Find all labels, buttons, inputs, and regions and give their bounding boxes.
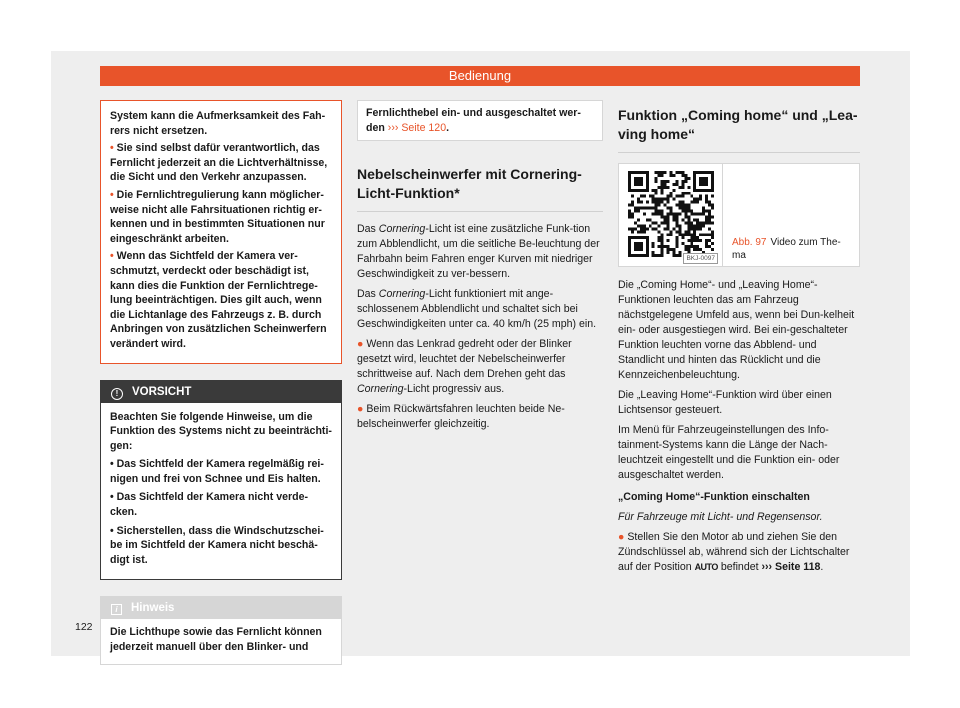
figure-caption: Abb. 97 Video zum The-ma bbox=[732, 237, 841, 261]
page-link[interactable]: ››› Seite 118 bbox=[761, 561, 821, 573]
bullet-item: ● Wenn das Lenkrad gedreht oder der Blinker gesetzt wird, leuchtet der Nebelscheinwerfer schrittweise auf. Nach dem Drehen geht das Cornering-Licht progressiv aus. bbox=[357, 338, 572, 396]
bullet-icon: ● bbox=[357, 338, 364, 351]
figure-box bbox=[618, 163, 860, 267]
caution-box bbox=[100, 380, 342, 581]
paragraph: Die „Coming Home“- und „Leaving Home“-Funktionen leuchten das am Fahrzeug nächstgelegene Umfeld aus, wenn bei Dun-kelheit ein- oder ausgestiegen wird. Bei ein-geschalteter Funktion leuchten vorne das Abblend- und Standlicht und hinten das Rücklicht und die Kennzeichenbeleuchtung. bbox=[618, 279, 855, 381]
bullet-icon: ● bbox=[618, 531, 625, 543]
qr-code-icon[interactable] bbox=[628, 171, 714, 257]
page-header: Bedienung bbox=[100, 66, 860, 86]
column-right bbox=[618, 100, 860, 580]
column-middle bbox=[357, 100, 603, 437]
note-text: Die Lichthupe sowie das Fernlicht können jederzeit manuell über den Blinker- und bbox=[110, 626, 322, 654]
qr-code-frame[interactable] bbox=[619, 164, 723, 266]
continued-note-box bbox=[357, 100, 603, 141]
bullet-item: ● Stellen Sie den Motor ab und ziehen Sie den Zündschlüssel ab, während sich der Lichtschalter auf der Position AUTO befindet ››› Seite 118. bbox=[618, 531, 850, 573]
paragraph: Im Menü für Fahrzeugeinstellungen des Info-tainment-Systems kann die Länge der Nach-leuchtzeit eingestellt und die Funktion ein- oder ausgeschaltet werden. bbox=[618, 424, 840, 481]
note-header bbox=[101, 597, 341, 619]
figure-id-label: BKJ-0097 bbox=[683, 253, 718, 264]
note-body bbox=[101, 619, 341, 663]
column-left bbox=[100, 100, 342, 665]
caution-body bbox=[101, 403, 341, 580]
warning-bullet: • Die Fernlichtregulierung kann möglicher-weise nicht alle Fahrsituationen richtig er-kennen und in bestimmten Situationen nur eingeschränkt arbeiten. bbox=[110, 188, 325, 245]
caution-bullet: • Sicherstellen, dass die Windschutzschei-be im Sichtfeld der Kamera nicht beschä-digt ist. bbox=[110, 524, 324, 566]
continued-note-text: Fernlichthebel ein- und ausgeschaltet wer-den ››› Seite 120. bbox=[366, 107, 581, 134]
warning-bullet: • Wenn das Sichtfeld der Kamera ver-schmutzt, verdeckt oder beschädigt ist, kann dies die Funktion der Fernlichtrege-lung beeinträchtigen. Dies gilt auch, wenn die Lichtanlage des Fahrzeugs z. B. durch Anbringen von zusätzlichen Scheinwerfern verändert wird. bbox=[110, 250, 327, 350]
sub-heading: „Coming Home“-Funktion einschalten bbox=[618, 491, 810, 503]
caution-bullet: • Das Sichtfeld der Kamera nicht verde-cken. bbox=[110, 491, 308, 519]
section-title-fog-lights: Nebelscheinwerfer mit Cornering-Licht-Funktion* bbox=[357, 159, 603, 212]
caution-bullet: • Das Sichtfeld der Kamera regelmäßig rei-nigen und frei von Schnee und Eis halten. bbox=[110, 458, 324, 485]
warning-intro: System kann die Aufmerksamkeit des Fah-rers nicht ersetzen. bbox=[110, 110, 326, 137]
info-square-icon: i bbox=[111, 604, 122, 615]
bullet-icon: • bbox=[110, 188, 114, 201]
auto-switch-symbol: AUTO bbox=[694, 562, 718, 572]
bullet-icon: ● bbox=[357, 403, 364, 416]
bullet-item: ● Beim Rückwärtsfahren leuchten beide Ne-belscheinwerfer gleichzeitig. bbox=[357, 403, 565, 431]
bullet-icon: • bbox=[110, 250, 114, 263]
page-link[interactable]: ››› Seite 120 bbox=[387, 121, 447, 134]
bullet-icon: • bbox=[110, 142, 114, 155]
note-box bbox=[100, 596, 342, 664]
paragraph: Die „Leaving Home“-Funktion wird über einen Lichtsensor gesteuert. bbox=[618, 389, 832, 416]
warning-box bbox=[100, 100, 342, 364]
paragraph: Das Cornering-Licht ist eine zusätzliche Funk-tion zum Abblendlicht, um die seitliche Be-leuchtung der Fahrbahn beim Fahren enger Kurven mit niedriger Geschwindigkeit zu ver-bessern. bbox=[357, 223, 600, 281]
warning-bullet: • Sie sind selbst dafür verantwortlich, das Fernlicht jederzeit an die Lichtverhältnisse, die Sicht und den Verkehr anzupassen. bbox=[110, 142, 328, 184]
caution-header bbox=[101, 381, 341, 403]
note-title: Hinweis bbox=[131, 602, 175, 615]
caution-intro: Beachten Sie folgende Hinweise, um die Funktion des Systems nicht zu beeinträchti-gen: bbox=[110, 410, 332, 452]
figure-number: Abb. 97 bbox=[732, 237, 767, 248]
info-circle-icon: ! bbox=[111, 388, 123, 400]
section-title-coming-home: Funktion „Coming home“ und „Lea-ving home“ bbox=[618, 100, 860, 153]
paragraph: Das Cornering-Licht funktioniert mit ange-schlossenem Abblendlicht und schaltet sich bei Geschwindigkeiten unter ca. 40 km/h (25 mph) ein. bbox=[357, 288, 597, 331]
caution-title: VORSICHT bbox=[132, 385, 192, 398]
page-number: 122 bbox=[75, 621, 93, 633]
italic-note: Für Fahrzeuge mit Licht- und Regensensor. bbox=[618, 511, 823, 523]
